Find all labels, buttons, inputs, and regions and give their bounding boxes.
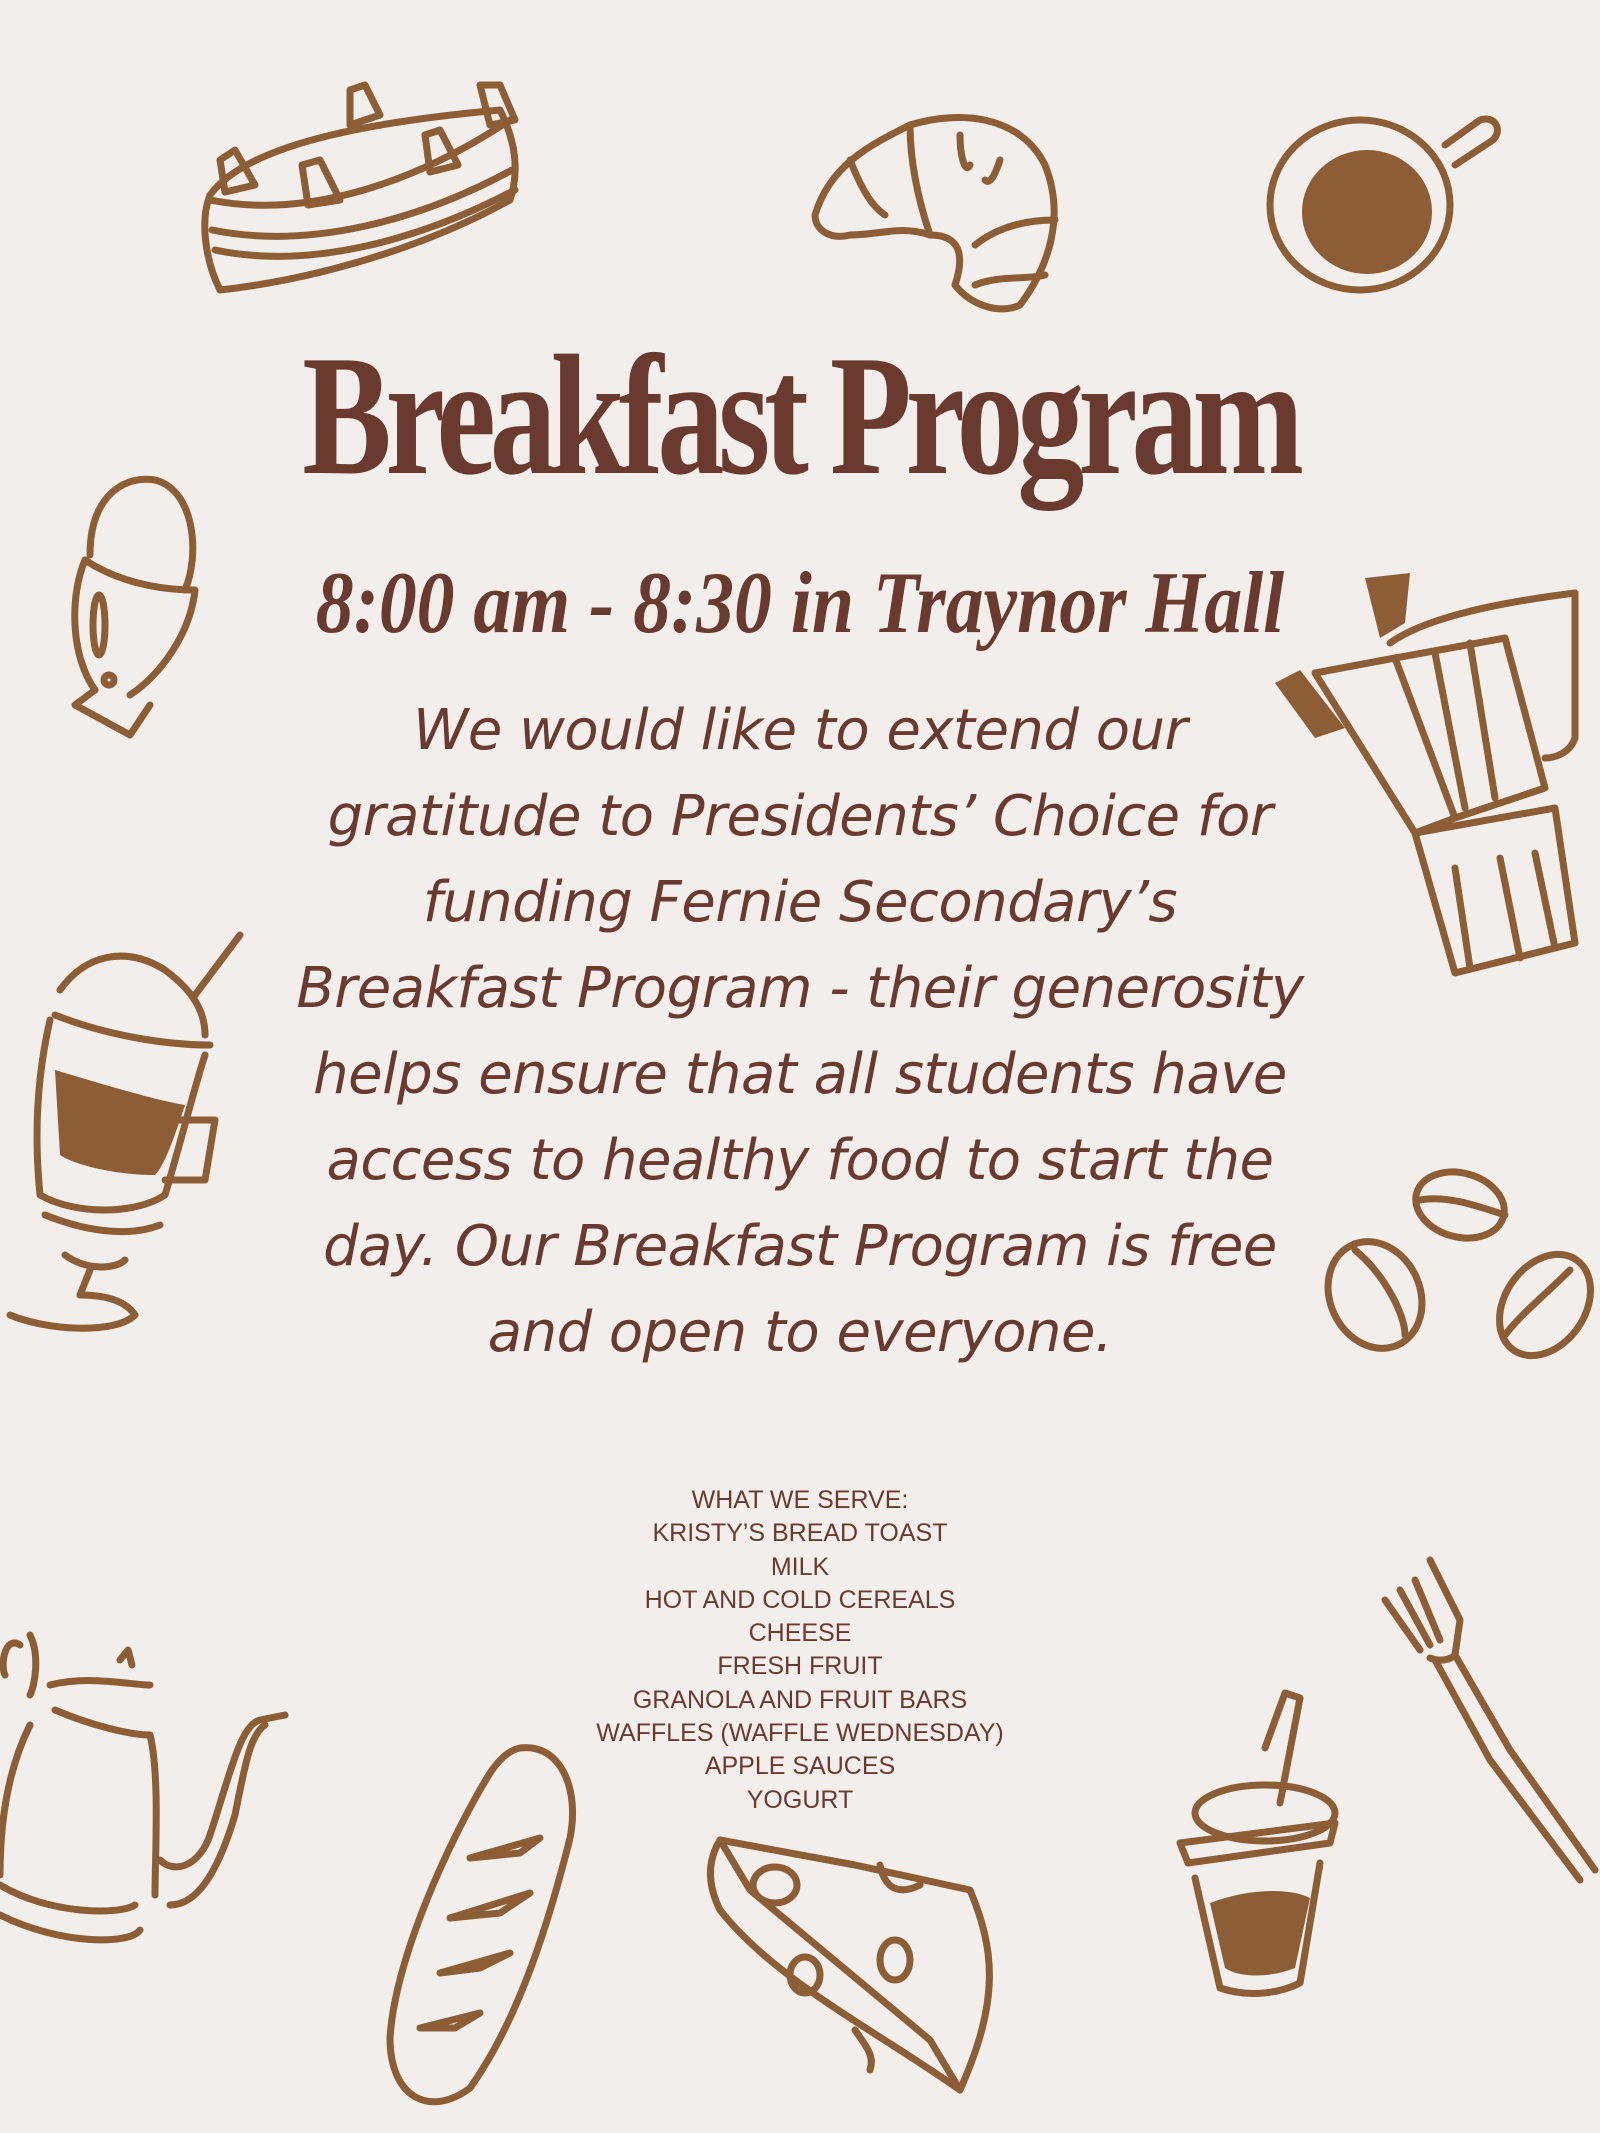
menu-item: CHEESE bbox=[748, 1619, 852, 1648]
menu-item: YOGURT bbox=[746, 1785, 854, 1814]
menu-item: APPLE SAUCES bbox=[704, 1752, 896, 1781]
menu-item: HOT AND COLD CEREALS bbox=[644, 1585, 956, 1614]
menu-list bbox=[0, 1484, 1600, 1817]
latte-glass-icon bbox=[5, 925, 250, 1345]
poster-title: Breakfast Program bbox=[302, 321, 1298, 511]
menu-item: GRANOLA AND FRUIT BARS bbox=[632, 1685, 968, 1714]
coffee-beans-icon bbox=[1325, 1155, 1590, 1370]
menu-item: KRISTY’S BREAD TOAST bbox=[652, 1519, 948, 1548]
schedule-subtitle: 8:00 am - 8:30 in Traynor Hall bbox=[315, 555, 1285, 652]
coffee-cup-icon bbox=[1255, 100, 1495, 300]
menu-item: MILK bbox=[770, 1552, 830, 1581]
gratitude-paragraph: We would like to extend our gratitude to Presidents’ Choice for funding Fernie Secondary’s Breakfast Program - their generosity helps ensure that all students have access to healthy food to start the day. Our Breakfast Program is free and open to everyone. bbox=[296, 698, 1304, 1365]
cheese-icon bbox=[695, 1830, 1025, 2100]
menu-item: WAFFLES (WAFFLE WEDNESDAY) bbox=[596, 1719, 1004, 1748]
croissant-icon bbox=[800, 105, 1070, 315]
menu-heading: WHAT WE SERVE: bbox=[691, 1486, 909, 1514]
menu-item: FRESH FRUIT bbox=[717, 1652, 883, 1681]
cake-icon bbox=[190, 80, 530, 310]
